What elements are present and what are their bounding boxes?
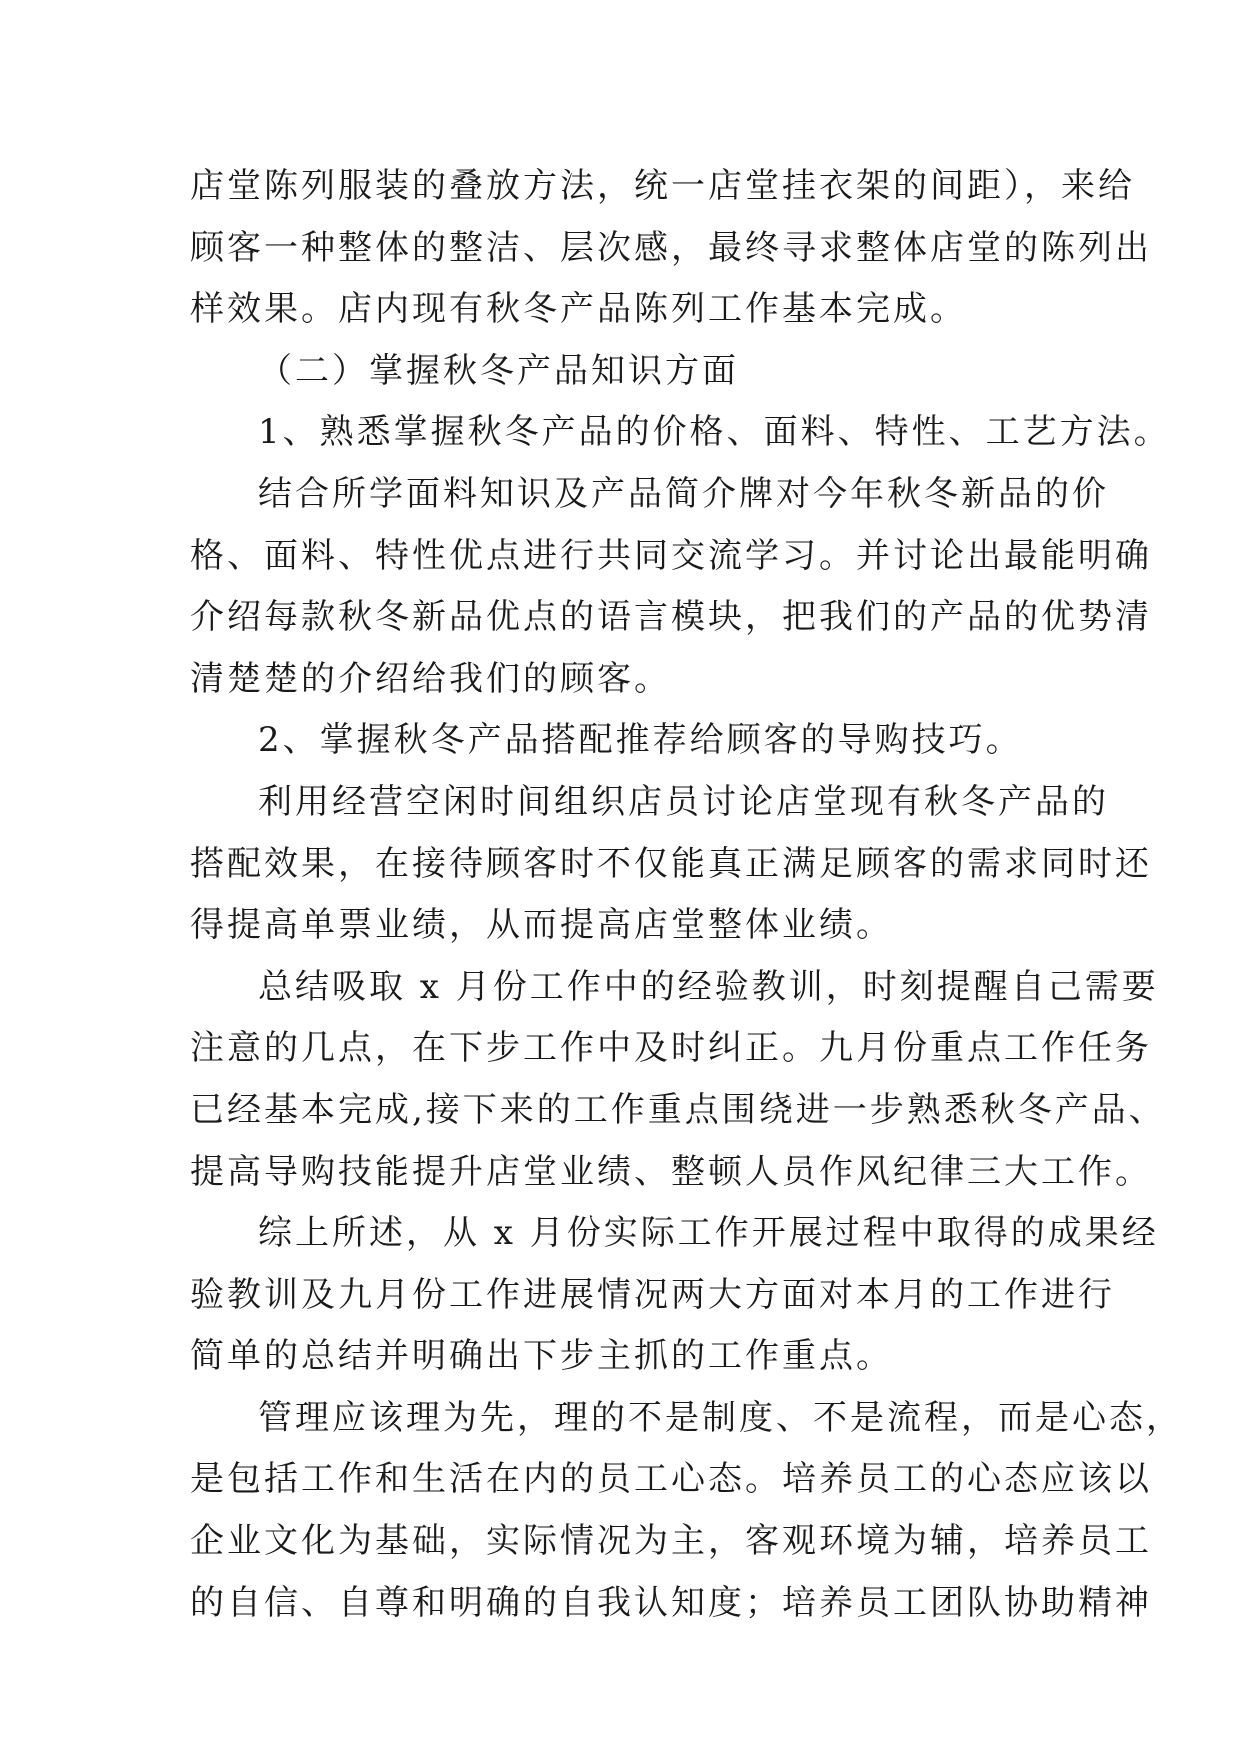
text-line: 的自信、自尊和明确的自我认知度；培养员工团队协助精神 — [190, 1582, 1152, 1623]
text-line: 介绍每款秋冬新品优点的语言模块，把我们的产品的优势清 — [190, 597, 1152, 638]
text-line: 利用经营空闲时间组织店员讨论店堂现有秋冬产品的 — [258, 781, 1109, 822]
text-line: 顾客一种整体的整洁、层次感，最终寻求整体店堂的陈列出 — [190, 227, 1152, 268]
body-text — [190, 156, 1183, 1634]
text-line: 注意的几点，在下步工作中及时纠正。九月份重点工作任务 — [190, 1028, 1152, 1069]
text-line: 格、面料、特性优点进行共同交流学习。并讨论出最能明确 — [190, 535, 1152, 576]
text-line: 得提高单票业绩，从而提高店堂整体业绩。 — [190, 905, 893, 946]
text-line: 样效果。店内现有秋冬产品陈列工作基本完成。 — [190, 289, 967, 330]
text-line: 提高导购技能提升店堂业绩、整顿人员作风纪律三大工作。 — [190, 1151, 1152, 1192]
text-line: 企业文化为基础，实际情况为主，客观环境为辅，培养员工 — [190, 1521, 1152, 1562]
text-line: 简单的总结并明确出下步主抓的工作重点。 — [190, 1336, 893, 1377]
section-heading: （二）掌握秋冬产品知识方面 — [258, 350, 739, 391]
subsection-heading: 2、掌握秋冬产品搭配推荐给顾客的导购技巧。 — [258, 720, 1023, 761]
text-line: 验教训及九月份工作进展情况两大方面对本月的工作进行 — [190, 1274, 1115, 1315]
text-line: 总结吸取 x 月份工作中的经验教训，时刻提醒自己需要 — [258, 966, 1159, 1007]
text-line: 已经基本完成,接下来的工作重点围绕进一步熟悉秋冬产品、 — [190, 1089, 1166, 1130]
text-line: 综上所述，从 x 月份实际工作开展过程中取得的成果经 — [258, 1213, 1159, 1254]
text-line: 管理应该理为先，理的不是制度、不是流程，而是心态， — [258, 1397, 1183, 1438]
text-line: 店堂陈列服装的叠放方法，统一店堂挂衣架的间距），来给 — [190, 166, 1135, 206]
text-line: 清楚楚的介绍给我们的顾客。 — [190, 658, 671, 699]
text-line: 结合所学面料知识及产品简介牌对今年秋冬新品的价 — [258, 473, 1109, 514]
text-line: 搭配效果，在接待顾客时不仅能真正满足顾客的需求同时还 — [190, 843, 1152, 884]
subsection-heading: 1、熟悉掌握秋冬产品的价格、面料、特性、工艺方法。 — [258, 412, 1171, 453]
text-line: 是包括工作和生活在内的员工心态。培养员工的心态应该以 — [190, 1459, 1152, 1500]
